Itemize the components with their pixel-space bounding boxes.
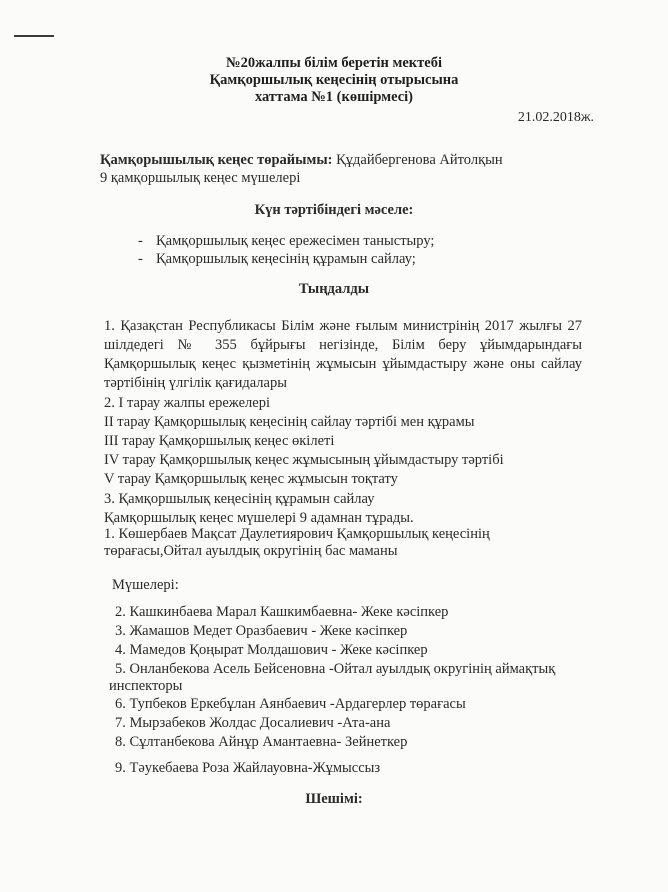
chair-line xyxy=(100,152,503,169)
section-line: 3. Қамқоршылық кеңесінің құрамын сайлау xyxy=(104,491,375,507)
section-line: V тарау Қамқоршылық кеңес жұмысын тоқтату xyxy=(104,471,398,487)
decision-heading: Шешімі: xyxy=(305,791,363,807)
section-line: Қамқоршылық кеңес мүшелері 9 адамнан тұрады. xyxy=(104,510,414,526)
section-line: II тарау Қамқоршылық кеңесінің сайлау тәртібі мен құрамы xyxy=(104,414,475,430)
agenda-heading: Күн тәртібіндегі мәселе: xyxy=(254,202,414,218)
section-line: 1. Көшербаев Мақсат Даулетиярович Қамқоршылық кеңесінің xyxy=(104,526,490,542)
members-heading: Мүшелері: xyxy=(112,577,179,593)
scan-mark xyxy=(14,35,54,37)
paragraph-line: тәртібінің үлгілік қағидалары xyxy=(104,375,287,391)
school-title: №20жалпы білім беретін мектебі xyxy=(226,55,442,71)
section-line: IV тарау Қамқоршылық кеңес жұмысының ұйымдастыру тәртібі xyxy=(104,452,504,468)
agenda-item: - Қамқоршылық кеңесінің құрамын сайлау; xyxy=(138,251,416,267)
agenda-item-text: Қамқоршылық кеңес ережесімен таныстыру; xyxy=(156,233,435,249)
member-item: инспекторы xyxy=(109,678,183,694)
section-line: төрағасы,Ойтал ауылдық округінің бас маманы xyxy=(104,543,398,559)
meeting-title: Қамқоршылық кеңесінің отырысына xyxy=(209,72,459,88)
paragraph-line: 1. Қазақстан Республикасы Білім және ғылым министрінің 2017 жылғы 27 xyxy=(104,318,582,334)
paragraph-line: Қамқоршылық кеңес қызметінің жұмысын ұйымдастыру және оны сайлау xyxy=(104,356,582,372)
member-item: 9. Тәукебаева Роза Жайлауовна-Жұмыссыз xyxy=(115,760,381,776)
member-item: 6. Тупбеков Еркебұлан Аянбаевич -Ардагерлер төрағасы xyxy=(115,696,466,712)
paragraph-line: шілдедегі № 355 бұйрығы негізінде, Білім беру ұйымдарындағы xyxy=(104,337,582,353)
chair-label: Қамқорышылық кеңес төрайымы: xyxy=(100,152,333,168)
member-item: 7. Мырзабеков Жолдас Досалиевич -Ата-ана xyxy=(115,715,391,731)
protocol-title: хаттама №1 (көшірмесі) xyxy=(254,89,414,105)
agenda-item: - Қамқоршылық кеңес ережесімен таныстыру; xyxy=(138,233,435,249)
member-item: 8. Сұлтанбекова Айнұр Амантаевна- Зейнеткер xyxy=(115,734,408,750)
chair-name: Құдайбергенова Айтолқын xyxy=(332,152,503,168)
member-item: 4. Мамедов Қоңырат Молдашович - Жеке кәсіпкер xyxy=(115,642,428,658)
agenda-item-text: Қамқоршылық кеңесінің құрамын сайлау; xyxy=(156,251,416,267)
section-line: 2. I тарау жалпы ережелері xyxy=(104,395,271,411)
members-count: 9 қамқоршылық кеңес мүшелері xyxy=(100,170,301,186)
section-line: III тарау Қамқоршылық кеңес өкілеті xyxy=(104,433,335,449)
member-item: 2. Кашкинбаева Марал Кашкимбаевна- Жеке кәсіпкер xyxy=(115,604,449,620)
member-item: 5. Онланбекова Асель Бейсеновна -Ойтал ауылдық округінің аймақтық xyxy=(115,661,556,677)
listened-heading: Тыңдалды xyxy=(298,281,370,297)
member-item: 3. Жамашов Медет Оразбаевич - Жеке кәсіпкер xyxy=(115,623,408,639)
document-date: 21.02.2018ж. xyxy=(517,110,594,125)
